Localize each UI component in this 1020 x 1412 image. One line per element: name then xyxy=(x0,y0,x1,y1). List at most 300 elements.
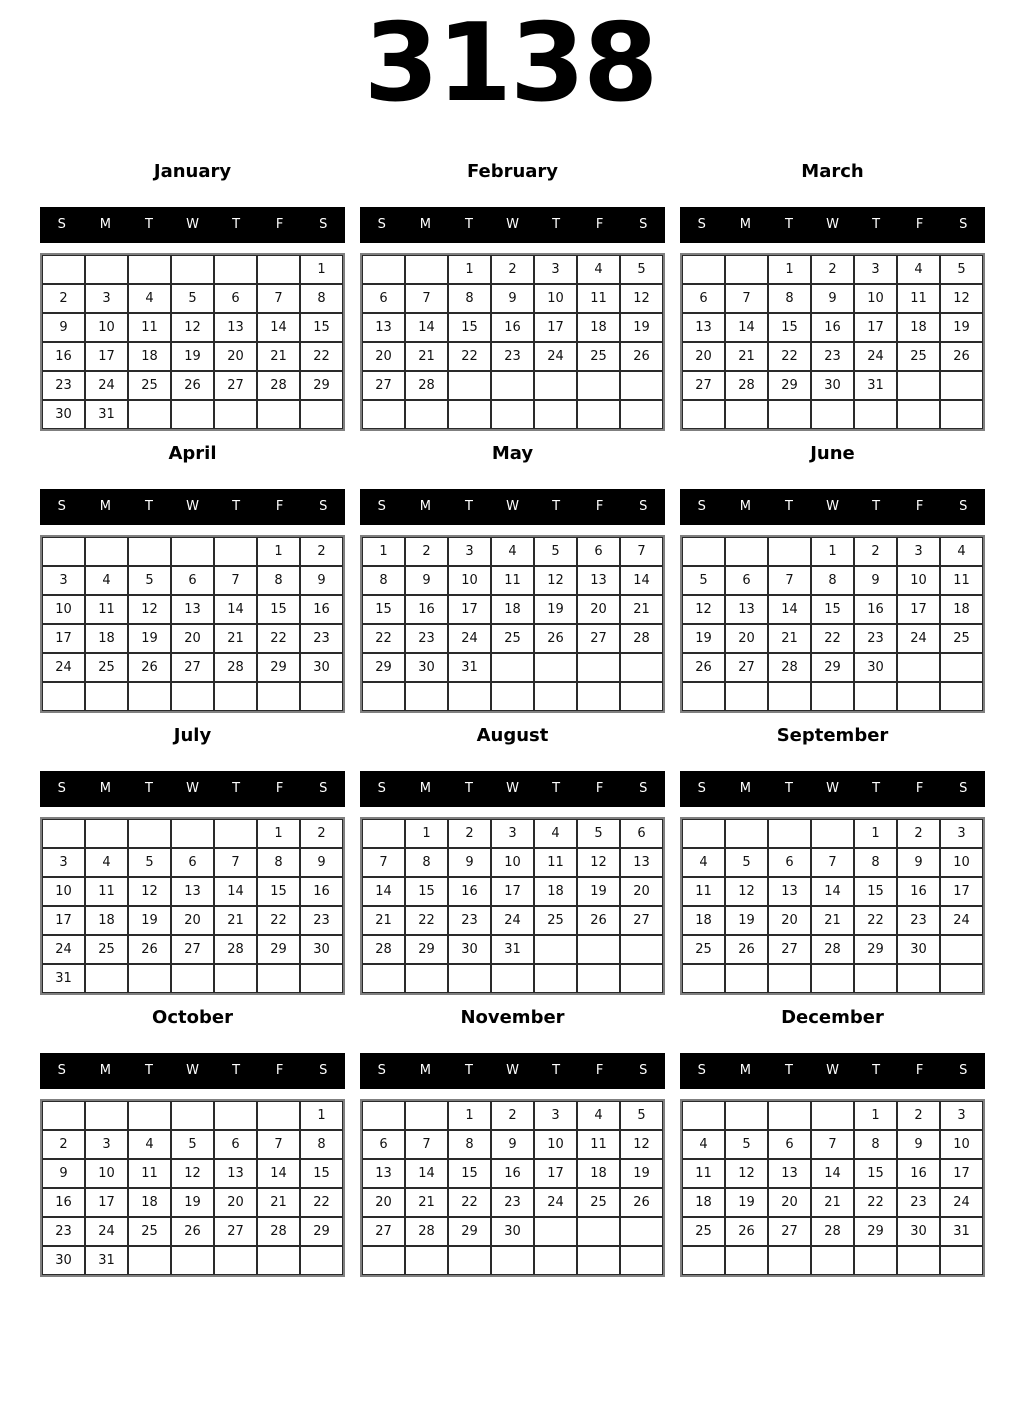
day-cell: 26 xyxy=(128,653,171,682)
day-cell: 9 xyxy=(300,566,343,595)
weekday-label: F xyxy=(915,499,924,515)
day-grid xyxy=(680,535,985,713)
day-cell: 25 xyxy=(577,342,620,371)
day-cell: 11 xyxy=(682,1159,725,1188)
day-cell: 31 xyxy=(85,400,128,429)
empty-day-cell xyxy=(534,1246,577,1275)
day-cell: 21 xyxy=(811,1188,854,1217)
day-cell: 24 xyxy=(534,342,577,371)
month-block xyxy=(40,725,345,995)
day-cell: 26 xyxy=(620,342,663,371)
day-cell: 15 xyxy=(768,313,811,342)
weekday-label: T xyxy=(552,1063,561,1079)
empty-day-cell xyxy=(300,964,343,993)
day-cell: 27 xyxy=(214,1217,257,1246)
empty-day-cell xyxy=(682,819,725,848)
day-cell: 2 xyxy=(897,819,940,848)
day-cell: 25 xyxy=(534,906,577,935)
day-cell: 14 xyxy=(214,595,257,624)
day-cell: 27 xyxy=(682,371,725,400)
day-cell: 7 xyxy=(811,848,854,877)
day-cell: 3 xyxy=(534,1101,577,1130)
empty-day-cell xyxy=(300,1246,343,1275)
day-cell: 11 xyxy=(577,1130,620,1159)
empty-day-cell xyxy=(534,371,577,400)
day-cell: 21 xyxy=(405,342,448,371)
day-cell: 14 xyxy=(811,877,854,906)
weekday-label: M xyxy=(99,499,111,515)
empty-day-cell xyxy=(940,1246,983,1275)
day-cell: 12 xyxy=(534,566,577,595)
month-title: May xyxy=(491,442,534,464)
weekday-label: S xyxy=(639,499,648,515)
day-cell: 31 xyxy=(940,1217,983,1246)
day-cell: 12 xyxy=(940,284,983,313)
day-cell: 9 xyxy=(897,848,940,877)
day-cell: 18 xyxy=(577,1159,620,1188)
day-cell: 25 xyxy=(682,935,725,964)
day-cell: 17 xyxy=(42,624,85,653)
day-cell: 16 xyxy=(897,877,940,906)
day-cell: 14 xyxy=(811,1159,854,1188)
empty-day-cell xyxy=(362,682,405,711)
empty-day-cell xyxy=(405,682,448,711)
day-cell: 29 xyxy=(448,1217,491,1246)
empty-day-cell xyxy=(300,400,343,429)
month-title: September xyxy=(776,724,889,746)
weekday-label: T xyxy=(144,217,153,233)
day-cell: 5 xyxy=(171,284,214,313)
day-cell: 13 xyxy=(620,848,663,877)
empty-day-cell xyxy=(620,682,663,711)
day-cell: 12 xyxy=(128,595,171,624)
weekday-header-bar xyxy=(360,489,665,525)
empty-day-cell xyxy=(171,819,214,848)
day-cell: 3 xyxy=(85,284,128,313)
day-cell: 26 xyxy=(171,371,214,400)
day-cell: 28 xyxy=(811,935,854,964)
empty-day-cell xyxy=(42,682,85,711)
months-grid xyxy=(0,161,1020,1277)
day-cell: 28 xyxy=(811,1217,854,1246)
day-cell: 5 xyxy=(128,566,171,595)
empty-day-cell xyxy=(682,537,725,566)
day-cell: 10 xyxy=(42,877,85,906)
day-cell: 3 xyxy=(85,1130,128,1159)
empty-day-cell xyxy=(405,1101,448,1130)
empty-day-cell xyxy=(171,964,214,993)
weekday-label: S xyxy=(697,781,706,797)
month-block xyxy=(680,443,985,713)
weekday-label: W xyxy=(826,781,839,797)
month-title: July xyxy=(173,724,212,746)
empty-day-cell xyxy=(42,1101,85,1130)
day-cell: 27 xyxy=(620,906,663,935)
weekday-label: T xyxy=(464,217,473,233)
day-cell: 29 xyxy=(257,935,300,964)
day-cell: 26 xyxy=(620,1188,663,1217)
day-cell: 11 xyxy=(940,566,983,595)
weekday-label: T xyxy=(784,499,793,515)
day-cell: 23 xyxy=(405,624,448,653)
empty-day-cell xyxy=(42,255,85,284)
day-cell: 1 xyxy=(768,255,811,284)
empty-day-cell xyxy=(491,653,534,682)
day-cell: 9 xyxy=(405,566,448,595)
empty-day-cell xyxy=(448,964,491,993)
day-cell: 30 xyxy=(811,371,854,400)
day-cell: 6 xyxy=(768,1130,811,1159)
weekday-label: T xyxy=(872,1063,881,1079)
empty-day-cell xyxy=(491,682,534,711)
empty-day-cell xyxy=(171,400,214,429)
month-block xyxy=(360,725,665,995)
weekday-header-bar xyxy=(680,771,985,807)
day-cell: 24 xyxy=(940,1188,983,1217)
month-block xyxy=(680,161,985,431)
day-cell: 26 xyxy=(128,935,171,964)
empty-day-cell xyxy=(940,964,983,993)
empty-day-cell xyxy=(214,537,257,566)
day-cell: 4 xyxy=(577,255,620,284)
day-cell: 12 xyxy=(171,313,214,342)
day-cell: 5 xyxy=(620,1101,663,1130)
day-cell: 21 xyxy=(620,595,663,624)
empty-day-cell xyxy=(300,682,343,711)
empty-day-cell xyxy=(128,819,171,848)
day-cell: 4 xyxy=(682,1130,725,1159)
year-title: 3138 xyxy=(363,1,657,126)
day-cell: 3 xyxy=(534,255,577,284)
empty-day-cell xyxy=(257,400,300,429)
day-cell: 19 xyxy=(171,1188,214,1217)
day-cell: 12 xyxy=(725,1159,768,1188)
day-cell: 5 xyxy=(577,819,620,848)
empty-day-cell xyxy=(682,964,725,993)
day-cell: 26 xyxy=(725,935,768,964)
day-cell: 10 xyxy=(940,1130,983,1159)
empty-day-cell xyxy=(171,255,214,284)
day-cell: 29 xyxy=(811,653,854,682)
empty-day-cell xyxy=(491,1246,534,1275)
weekday-label: T xyxy=(784,781,793,797)
empty-day-cell xyxy=(768,1101,811,1130)
day-cell: 8 xyxy=(300,1130,343,1159)
day-cell: 26 xyxy=(725,1217,768,1246)
day-cell: 14 xyxy=(620,566,663,595)
day-cell: 13 xyxy=(768,877,811,906)
day-cell: 18 xyxy=(491,595,534,624)
day-cell: 23 xyxy=(300,906,343,935)
weekday-label: M xyxy=(739,781,751,797)
day-cell: 21 xyxy=(257,1188,300,1217)
day-cell: 1 xyxy=(448,1101,491,1130)
day-cell: 18 xyxy=(128,342,171,371)
day-cell: 22 xyxy=(448,342,491,371)
month-block xyxy=(360,443,665,713)
day-cell: 31 xyxy=(448,653,491,682)
empty-day-cell xyxy=(940,371,983,400)
weekday-label: T xyxy=(464,781,473,797)
weekday-label: W xyxy=(826,217,839,233)
day-cell: 25 xyxy=(682,1217,725,1246)
day-cell: 1 xyxy=(300,1101,343,1130)
day-cell: 10 xyxy=(85,313,128,342)
empty-day-cell xyxy=(85,1101,128,1130)
empty-day-cell xyxy=(405,400,448,429)
day-cell: 27 xyxy=(768,935,811,964)
day-cell: 16 xyxy=(42,1188,85,1217)
day-cell: 16 xyxy=(300,877,343,906)
day-cell: 4 xyxy=(128,1130,171,1159)
day-cell: 15 xyxy=(448,313,491,342)
empty-day-cell xyxy=(257,1101,300,1130)
empty-day-cell xyxy=(491,371,534,400)
day-cell: 15 xyxy=(854,1159,897,1188)
day-cell: 28 xyxy=(214,935,257,964)
empty-day-cell xyxy=(214,1246,257,1275)
empty-day-cell xyxy=(448,400,491,429)
day-cell: 31 xyxy=(491,935,534,964)
weekday-label: T xyxy=(552,499,561,515)
day-cell: 18 xyxy=(577,313,620,342)
weekday-label: M xyxy=(419,499,431,515)
empty-day-cell xyxy=(257,964,300,993)
weekday-label: T xyxy=(552,781,561,797)
day-cell: 19 xyxy=(682,624,725,653)
day-grid xyxy=(40,1099,345,1277)
month-block xyxy=(360,161,665,431)
empty-day-cell xyxy=(362,1101,405,1130)
day-cell: 9 xyxy=(491,284,534,313)
day-cell: 31 xyxy=(854,371,897,400)
day-grid xyxy=(40,253,345,431)
empty-day-cell xyxy=(811,1101,854,1130)
empty-day-cell xyxy=(897,682,940,711)
weekday-label: S xyxy=(697,1063,706,1079)
day-cell: 16 xyxy=(42,342,85,371)
weekday-label: W xyxy=(186,217,199,233)
day-cell: 22 xyxy=(854,906,897,935)
empty-day-cell xyxy=(768,537,811,566)
day-cell: 9 xyxy=(300,848,343,877)
day-cell: 9 xyxy=(811,284,854,313)
day-cell: 6 xyxy=(620,819,663,848)
day-cell: 19 xyxy=(577,877,620,906)
day-cell: 17 xyxy=(85,1188,128,1217)
day-cell: 27 xyxy=(577,624,620,653)
day-cell: 2 xyxy=(811,255,854,284)
day-cell: 25 xyxy=(128,371,171,400)
day-cell: 4 xyxy=(85,566,128,595)
day-cell: 14 xyxy=(405,313,448,342)
empty-day-cell xyxy=(768,964,811,993)
day-cell: 22 xyxy=(854,1188,897,1217)
empty-day-cell xyxy=(128,1246,171,1275)
day-cell: 1 xyxy=(257,819,300,848)
day-cell: 2 xyxy=(300,537,343,566)
day-cell: 14 xyxy=(257,1159,300,1188)
day-cell: 15 xyxy=(300,313,343,342)
day-cell: 4 xyxy=(682,848,725,877)
day-cell: 7 xyxy=(725,284,768,313)
weekday-label: S xyxy=(697,217,706,233)
day-cell: 11 xyxy=(128,1159,171,1188)
day-cell: 19 xyxy=(620,1159,663,1188)
weekday-label: F xyxy=(275,1063,284,1079)
day-cell: 9 xyxy=(491,1130,534,1159)
day-cell: 28 xyxy=(405,1217,448,1246)
weekday-label: F xyxy=(595,217,604,233)
empty-day-cell xyxy=(725,255,768,284)
weekday-label: S xyxy=(639,781,648,797)
weekday-label: F xyxy=(595,1063,604,1079)
empty-day-cell xyxy=(405,255,448,284)
day-cell: 6 xyxy=(682,284,725,313)
weekday-label: M xyxy=(419,781,431,797)
day-cell: 23 xyxy=(811,342,854,371)
empty-day-cell xyxy=(682,400,725,429)
day-cell: 11 xyxy=(128,313,171,342)
empty-day-cell xyxy=(725,400,768,429)
day-cell: 8 xyxy=(257,848,300,877)
day-cell: 2 xyxy=(854,537,897,566)
day-cell: 13 xyxy=(214,313,257,342)
month-title: January xyxy=(153,160,232,182)
empty-day-cell xyxy=(854,964,897,993)
day-cell: 25 xyxy=(940,624,983,653)
day-cell: 28 xyxy=(214,653,257,682)
day-cell: 20 xyxy=(214,342,257,371)
day-cell: 27 xyxy=(362,1217,405,1246)
empty-day-cell xyxy=(85,255,128,284)
day-cell: 5 xyxy=(128,848,171,877)
day-cell: 20 xyxy=(362,342,405,371)
day-cell: 21 xyxy=(768,624,811,653)
day-cell: 27 xyxy=(171,935,214,964)
day-cell: 10 xyxy=(854,284,897,313)
day-cell: 16 xyxy=(491,1159,534,1188)
empty-day-cell xyxy=(620,371,663,400)
day-cell: 7 xyxy=(257,1130,300,1159)
empty-day-cell xyxy=(257,255,300,284)
weekday-label: T xyxy=(232,499,241,515)
day-cell: 2 xyxy=(300,819,343,848)
empty-day-cell xyxy=(577,653,620,682)
weekday-label: S xyxy=(639,1063,648,1079)
empty-day-cell xyxy=(725,1101,768,1130)
day-cell: 22 xyxy=(257,624,300,653)
day-cell: 29 xyxy=(854,1217,897,1246)
day-cell: 3 xyxy=(940,819,983,848)
day-cell: 15 xyxy=(257,877,300,906)
day-cell: 9 xyxy=(42,313,85,342)
empty-day-cell xyxy=(811,400,854,429)
day-cell: 26 xyxy=(682,653,725,682)
empty-day-cell xyxy=(897,400,940,429)
day-cell: 21 xyxy=(405,1188,448,1217)
day-cell: 30 xyxy=(300,935,343,964)
day-cell: 17 xyxy=(940,877,983,906)
day-cell: 10 xyxy=(42,595,85,624)
day-cell: 17 xyxy=(897,595,940,624)
empty-day-cell xyxy=(725,819,768,848)
day-cell: 6 xyxy=(362,1130,405,1159)
empty-day-cell xyxy=(811,964,854,993)
day-cell: 12 xyxy=(620,1130,663,1159)
weekday-label: W xyxy=(826,499,839,515)
empty-day-cell xyxy=(534,964,577,993)
empty-day-cell xyxy=(811,819,854,848)
month-title: November xyxy=(460,1006,565,1028)
weekday-label: F xyxy=(595,499,604,515)
day-cell: 21 xyxy=(811,906,854,935)
weekday-label: T xyxy=(872,217,881,233)
weekday-label: S xyxy=(319,1063,328,1079)
weekday-label: T xyxy=(552,217,561,233)
month-block xyxy=(360,1007,665,1277)
day-cell: 4 xyxy=(940,537,983,566)
day-cell: 8 xyxy=(768,284,811,313)
day-cell: 7 xyxy=(214,848,257,877)
day-cell: 7 xyxy=(768,566,811,595)
empty-day-cell xyxy=(85,537,128,566)
weekday-label: M xyxy=(739,217,751,233)
day-cell: 8 xyxy=(811,566,854,595)
day-cell: 15 xyxy=(405,877,448,906)
day-cell: 19 xyxy=(171,342,214,371)
day-cell: 8 xyxy=(405,848,448,877)
weekday-label: T xyxy=(232,1063,241,1079)
weekday-label: F xyxy=(915,217,924,233)
day-cell: 30 xyxy=(300,653,343,682)
day-cell: 27 xyxy=(171,653,214,682)
day-cell: 22 xyxy=(768,342,811,371)
day-cell: 16 xyxy=(448,877,491,906)
day-cell: 23 xyxy=(491,1188,534,1217)
day-cell: 6 xyxy=(214,1130,257,1159)
weekday-label: S xyxy=(57,217,66,233)
day-cell: 27 xyxy=(214,371,257,400)
empty-day-cell xyxy=(362,400,405,429)
empty-day-cell xyxy=(448,371,491,400)
day-cell: 7 xyxy=(620,537,663,566)
day-cell: 4 xyxy=(897,255,940,284)
empty-day-cell xyxy=(405,964,448,993)
month-block xyxy=(680,1007,985,1277)
day-cell: 5 xyxy=(725,1130,768,1159)
day-cell: 7 xyxy=(811,1130,854,1159)
empty-day-cell xyxy=(362,964,405,993)
day-cell: 19 xyxy=(128,624,171,653)
weekday-label: T xyxy=(144,499,153,515)
day-cell: 24 xyxy=(940,906,983,935)
empty-day-cell xyxy=(362,255,405,284)
weekday-label: M xyxy=(99,217,111,233)
day-cell: 10 xyxy=(85,1159,128,1188)
empty-day-cell xyxy=(214,819,257,848)
empty-day-cell xyxy=(171,537,214,566)
day-cell: 12 xyxy=(725,877,768,906)
weekday-label: W xyxy=(506,499,519,515)
day-cell: 27 xyxy=(362,371,405,400)
day-cell: 6 xyxy=(214,284,257,313)
day-cell: 15 xyxy=(448,1159,491,1188)
day-cell: 24 xyxy=(42,653,85,682)
empty-day-cell xyxy=(491,400,534,429)
day-cell: 11 xyxy=(682,877,725,906)
day-cell: 8 xyxy=(854,848,897,877)
